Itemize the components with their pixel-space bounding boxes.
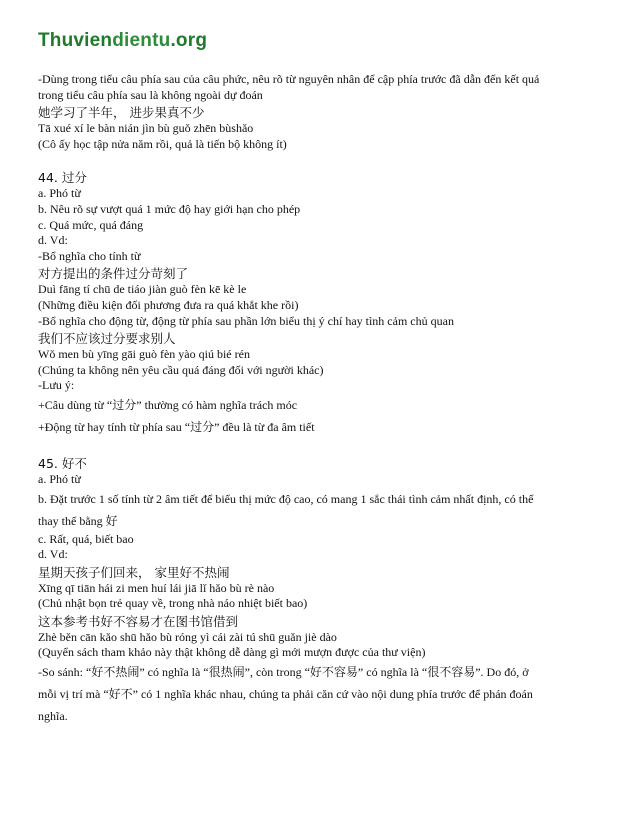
section-44-title: 44. 过分 xyxy=(38,170,87,186)
section-45-example-1-pinyin: Xīng qī tiān hái zi men huí lái jiā lǐ hǎo bù rè nào xyxy=(38,580,275,595)
section-44-note-1: -Bổ nghĩa cho tính từ xyxy=(38,248,141,263)
section-44-example-2-pinyin: Wǒ men bù yīng gāi guò fèn yào qiú bié rén xyxy=(38,347,250,362)
example-0-translation: (Cô ấy học tập nửa năm rồi, quả là tiến bộ không ít) xyxy=(38,136,287,151)
logo-part-3: .org xyxy=(170,30,208,51)
section-44-a: a. Phó từ xyxy=(38,186,81,201)
section-45-title: 45. 好不 xyxy=(38,455,87,471)
section-45-compare-line-2: mỗi vị trí mà “好不” có 1 nghĩa khác nhau, chúng ta phải căn cứ vào nội dung phía trước để phán đoán xyxy=(38,687,533,702)
section-45-compare-line-1: -So sánh: “好不热闹” có nghĩa là “很热闹”, còn trong “好不容易” có nghĩa là “很不容易”. Do đó, ở xyxy=(38,665,529,680)
section-45-example-1-translation: (Chủ nhật bọn trẻ quay về, trong nhà náo nhiệt biết bao) xyxy=(38,596,308,611)
section-44-note-label: -Lưu ý: xyxy=(38,378,75,393)
section-44-note-plus-2: +Động từ hay tính từ phía sau “过分” đều là từ đa âm tiết xyxy=(38,419,315,434)
section-44-note-plus-1: +Câu dùng từ “过分” thường có hàm nghĩa trách móc xyxy=(38,397,298,412)
section-44-example-2-translation: (Chúng ta không nên yêu cầu quá đáng đối với người khác) xyxy=(38,362,324,377)
logo-part-2: dientu xyxy=(112,30,171,51)
logo-part-1: Thuvien xyxy=(38,30,113,51)
section-45-example-2-chinese: 这本参考书好不容易才在图书馆借到 xyxy=(38,613,239,629)
intro-line-1: -Dùng trong tiểu câu phía sau của câu phức, nêu rõ từ nguyên nhân để cập phía trước đã dẫn đến kết quả xyxy=(38,72,540,86)
spacer xyxy=(38,438,598,454)
spacer xyxy=(38,152,598,168)
section-45-example-2-translation: (Quyển sách tham khảo này thật không dễ dàng gì mới mượn được của thư viện) xyxy=(38,645,426,660)
section-45-compare-line-3: nghĩa. xyxy=(38,709,68,724)
section-44-note-2: -Bổ nghĩa cho động từ, động từ phía sau phần lớn biểu thị ý chí hay tình cảm chủ quan xyxy=(38,313,454,328)
section-45-b-line-1: b. Đặt trước 1 số tính từ 2 âm tiết để biểu thị mức độ cao, có mang 1 sắc thái tình cảm nhất định, có thể xyxy=(38,491,534,506)
section-44-c: c. Quá mức, quá đáng xyxy=(38,217,144,232)
section-44-example-1-translation: (Những điều kiện đối phương đưa ra quá khắt khe rồi) xyxy=(38,297,299,312)
site-logo[interactable] xyxy=(38,30,207,52)
section-45-d: d. Vd: xyxy=(38,547,68,562)
intro-line-2: trong tiểu câu phía sau là không ngoài dự đoán xyxy=(38,87,263,102)
example-0-chinese: 她学习了半年， 进步果真不少 xyxy=(38,105,205,121)
section-45-c: c. Rất, quá, biết bao xyxy=(38,531,134,546)
section-45-a: a. Phó từ xyxy=(38,471,81,486)
section-44-b: b. Nêu rõ sự vượt quá 1 mức độ hay giới hạn cho phép xyxy=(38,201,301,216)
section-45-example-1-chinese: 星期天孩子们回来， 家里好不热闹 xyxy=(38,564,230,580)
section-44-example-2-chinese: 我们不应该过分要求别人 xyxy=(38,331,176,347)
section-44-example-1-chinese: 对方提出的条件过分苛刻了 xyxy=(38,266,189,282)
example-0-pinyin: Tā xué xí le bàn nián jìn bù guǒ zhēn bùshǎo xyxy=(38,121,254,136)
section-44-example-1-pinyin: Duì fāng tí chū de tiáo jiàn guò fèn kē kè le xyxy=(38,282,247,297)
document-body xyxy=(38,72,598,727)
section-45-b-line-2: thay thế bằng 好 xyxy=(38,513,118,528)
section-44-d: d. Vd: xyxy=(38,233,68,248)
section-45-example-2-pinyin: Zhè běn cān kǎo shū hǎo bù róng yì cái zài tú shū guǎn jiè dào xyxy=(38,629,337,644)
